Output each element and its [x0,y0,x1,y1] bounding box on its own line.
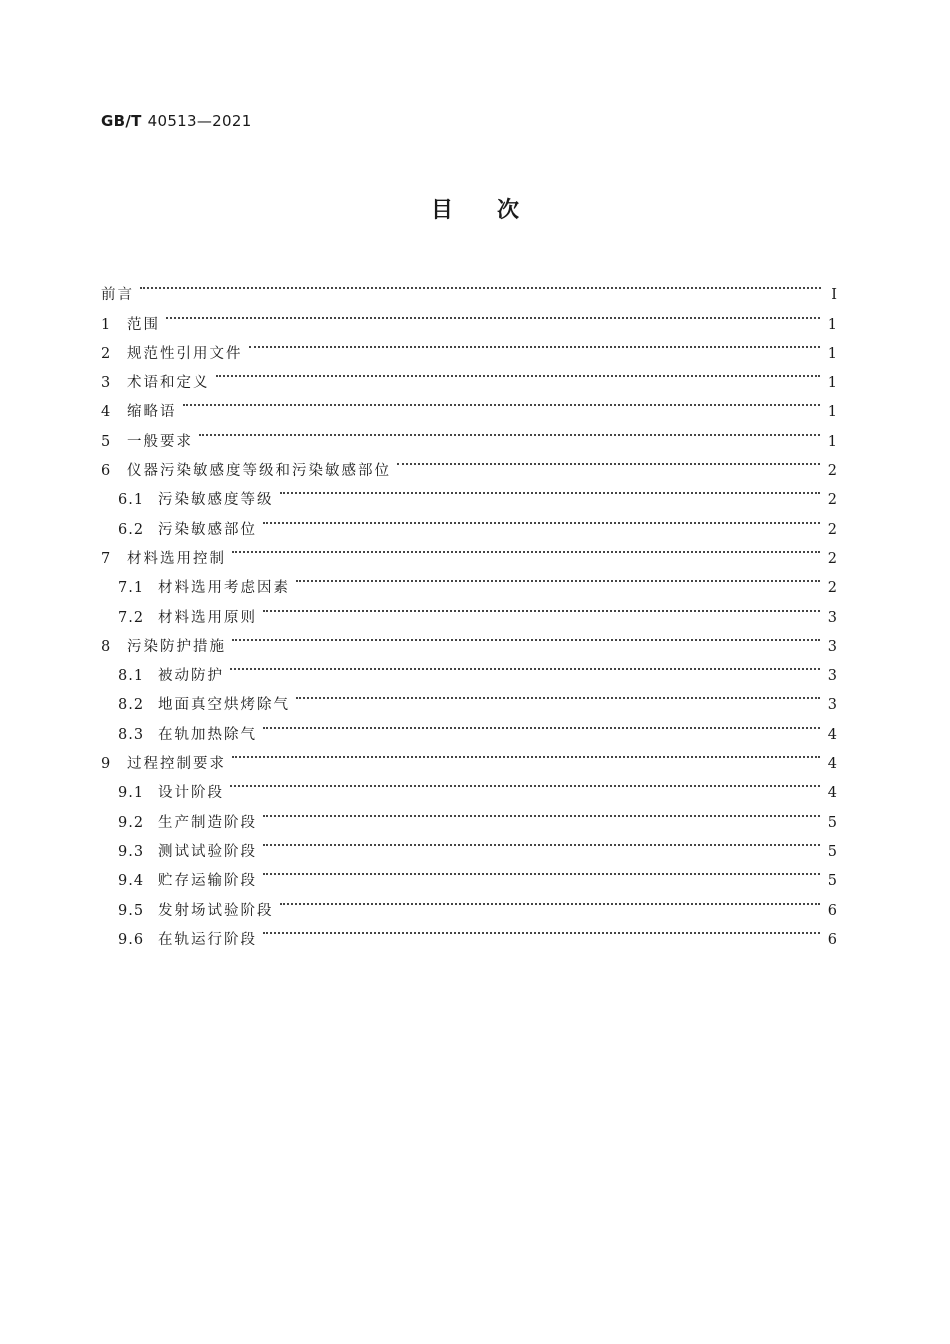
toc-dot-leader [263,915,820,944]
toc-entry-label: 材料选用考虑因素 [158,580,290,597]
toc-dot-leader [232,534,820,563]
toc-entry-page: 3 [827,697,837,714]
toc-entry-number: 9.2 [118,814,145,831]
toc-entry-label: 被动防护 [158,668,224,685]
toc-entry-page: 2 [827,550,837,567]
toc-entry-number: 7 [101,550,112,567]
toc-entry-page: 4 [827,726,837,743]
toc-entry[interactable] [101,387,837,421]
toc-entry-number: 9.6 [118,931,145,948]
toc-dot-leader [296,563,820,592]
toc-entry-number: 1 [101,316,112,333]
toc-entry-number: 9.3 [118,843,145,860]
toc-entry[interactable] [101,299,837,333]
toc-entry-label: 材料选用原则 [158,609,257,626]
table-of-contents [101,270,837,948]
toc-entry-label: 污染敏感度等级 [158,492,274,509]
toc-dot-leader [263,856,820,885]
toc-entry-page: 5 [827,873,837,890]
toc-entry-label: 材料选用控制 [127,550,226,567]
toc-dot-leader [230,651,820,680]
toc-entry-number: 6.2 [118,521,145,538]
toc-entry-label: 地面真空烘烤除气 [158,697,290,714]
toc-entry-page: 1 [827,433,837,450]
toc-entry-page: 3 [827,638,837,655]
toc-entry-number: 7.2 [118,609,145,626]
toc-entry-label: 术语和定义 [127,375,210,392]
toc-entry-label: 一般要求 [127,433,193,450]
toc-dot-leader [230,768,820,797]
toc-dot-leader [249,329,820,358]
toc-entry-label: 在轨加热除气 [158,726,257,743]
toc-entry-page: 2 [827,521,837,538]
toc-entry[interactable] [101,416,837,450]
toc-entry-label: 设计阶段 [158,785,224,802]
toc-entry-page: 3 [827,668,837,685]
toc-dot-leader [216,358,820,387]
toc-entry-label: 规范性引用文件 [127,345,243,362]
toc-entry[interactable] [101,270,837,304]
toc-entry-page: 2 [827,463,837,480]
toc-entry-label: 仪器污染敏感度等级和污染敏感部位 [127,463,391,480]
toc-entry-number: 8.2 [118,697,145,714]
toc-dot-leader [397,446,820,475]
toc-entry-page: 4 [827,785,837,802]
toc-dot-leader [140,270,821,299]
toc-dot-leader [263,827,820,856]
toc-entry-label: 生产制造阶段 [158,814,257,831]
toc-dot-leader [199,416,820,445]
toc-entry-page: 1 [827,404,837,421]
toc-entry-page: 1 [827,375,837,392]
toc-entry-page: 6 [827,902,837,919]
toc-dot-leader [280,885,820,914]
toc-entry-number: 9 [101,756,112,773]
toc-dot-leader [232,739,820,768]
standard-code: GB/T [101,112,142,130]
toc-title: 目次 [430,198,563,223]
standard-number-value: 40513—2021 [147,112,252,130]
toc-dot-leader [263,504,820,533]
toc-entry-number: 8.3 [118,726,145,743]
toc-entry-page: 3 [827,609,837,626]
toc-entry-label: 缩略语 [127,404,177,421]
toc-entry-number: 9.4 [118,873,145,890]
toc-entry-page: 1 [827,316,837,333]
toc-entry-page: 4 [827,756,837,773]
toc-dot-leader [166,299,820,328]
toc-entry-label: 在轨运行阶段 [158,931,257,948]
standard-number [101,112,252,130]
toc-entry-page: 6 [827,931,837,948]
toc-entry-label: 污染防护措施 [127,638,226,655]
toc-entry-label: 前言 [101,287,134,304]
toc-dot-leader [263,797,820,826]
toc-dot-leader [280,475,820,504]
toc-entry-page: Ⅰ [831,287,837,304]
toc-dot-leader [296,680,820,709]
toc-entry-label: 贮存运输阶段 [158,873,257,890]
toc-entry-number: 3 [101,375,112,392]
toc-entry-number: 5 [101,433,112,450]
toc-entry-page: 5 [827,843,837,860]
toc-entry-number: 9.1 [118,785,145,802]
toc-entry-label: 发射场试验阶段 [158,902,274,919]
toc-entry-number: 7.1 [118,580,145,597]
toc-entry-number: 8.1 [118,668,145,685]
toc-entry-label: 范围 [127,316,160,333]
toc-entry-page: 2 [827,492,837,509]
toc-entry-label: 测试试验阶段 [158,843,257,860]
toc-entry-number: 6.1 [118,492,145,509]
toc-entry-number: 2 [101,345,112,362]
toc-dot-leader [263,709,820,738]
toc-entry[interactable] [101,329,837,362]
toc-entry-label: 过程控制要求 [127,756,226,773]
toc-entry-page: 2 [827,580,837,597]
toc-entry-number: 6 [101,463,112,480]
toc-entry-label: 污染敏感部位 [158,521,257,538]
toc-dot-leader [263,592,820,621]
toc-entry-page: 5 [827,814,837,831]
toc-entry[interactable] [101,446,837,480]
toc-entry-number: 8 [101,638,112,655]
toc-entry-number: 4 [101,404,112,421]
toc-dot-leader [183,387,820,416]
toc-dot-leader [232,622,820,651]
toc-entry-page: 1 [827,345,837,362]
toc-entry-number: 9.5 [118,902,145,919]
